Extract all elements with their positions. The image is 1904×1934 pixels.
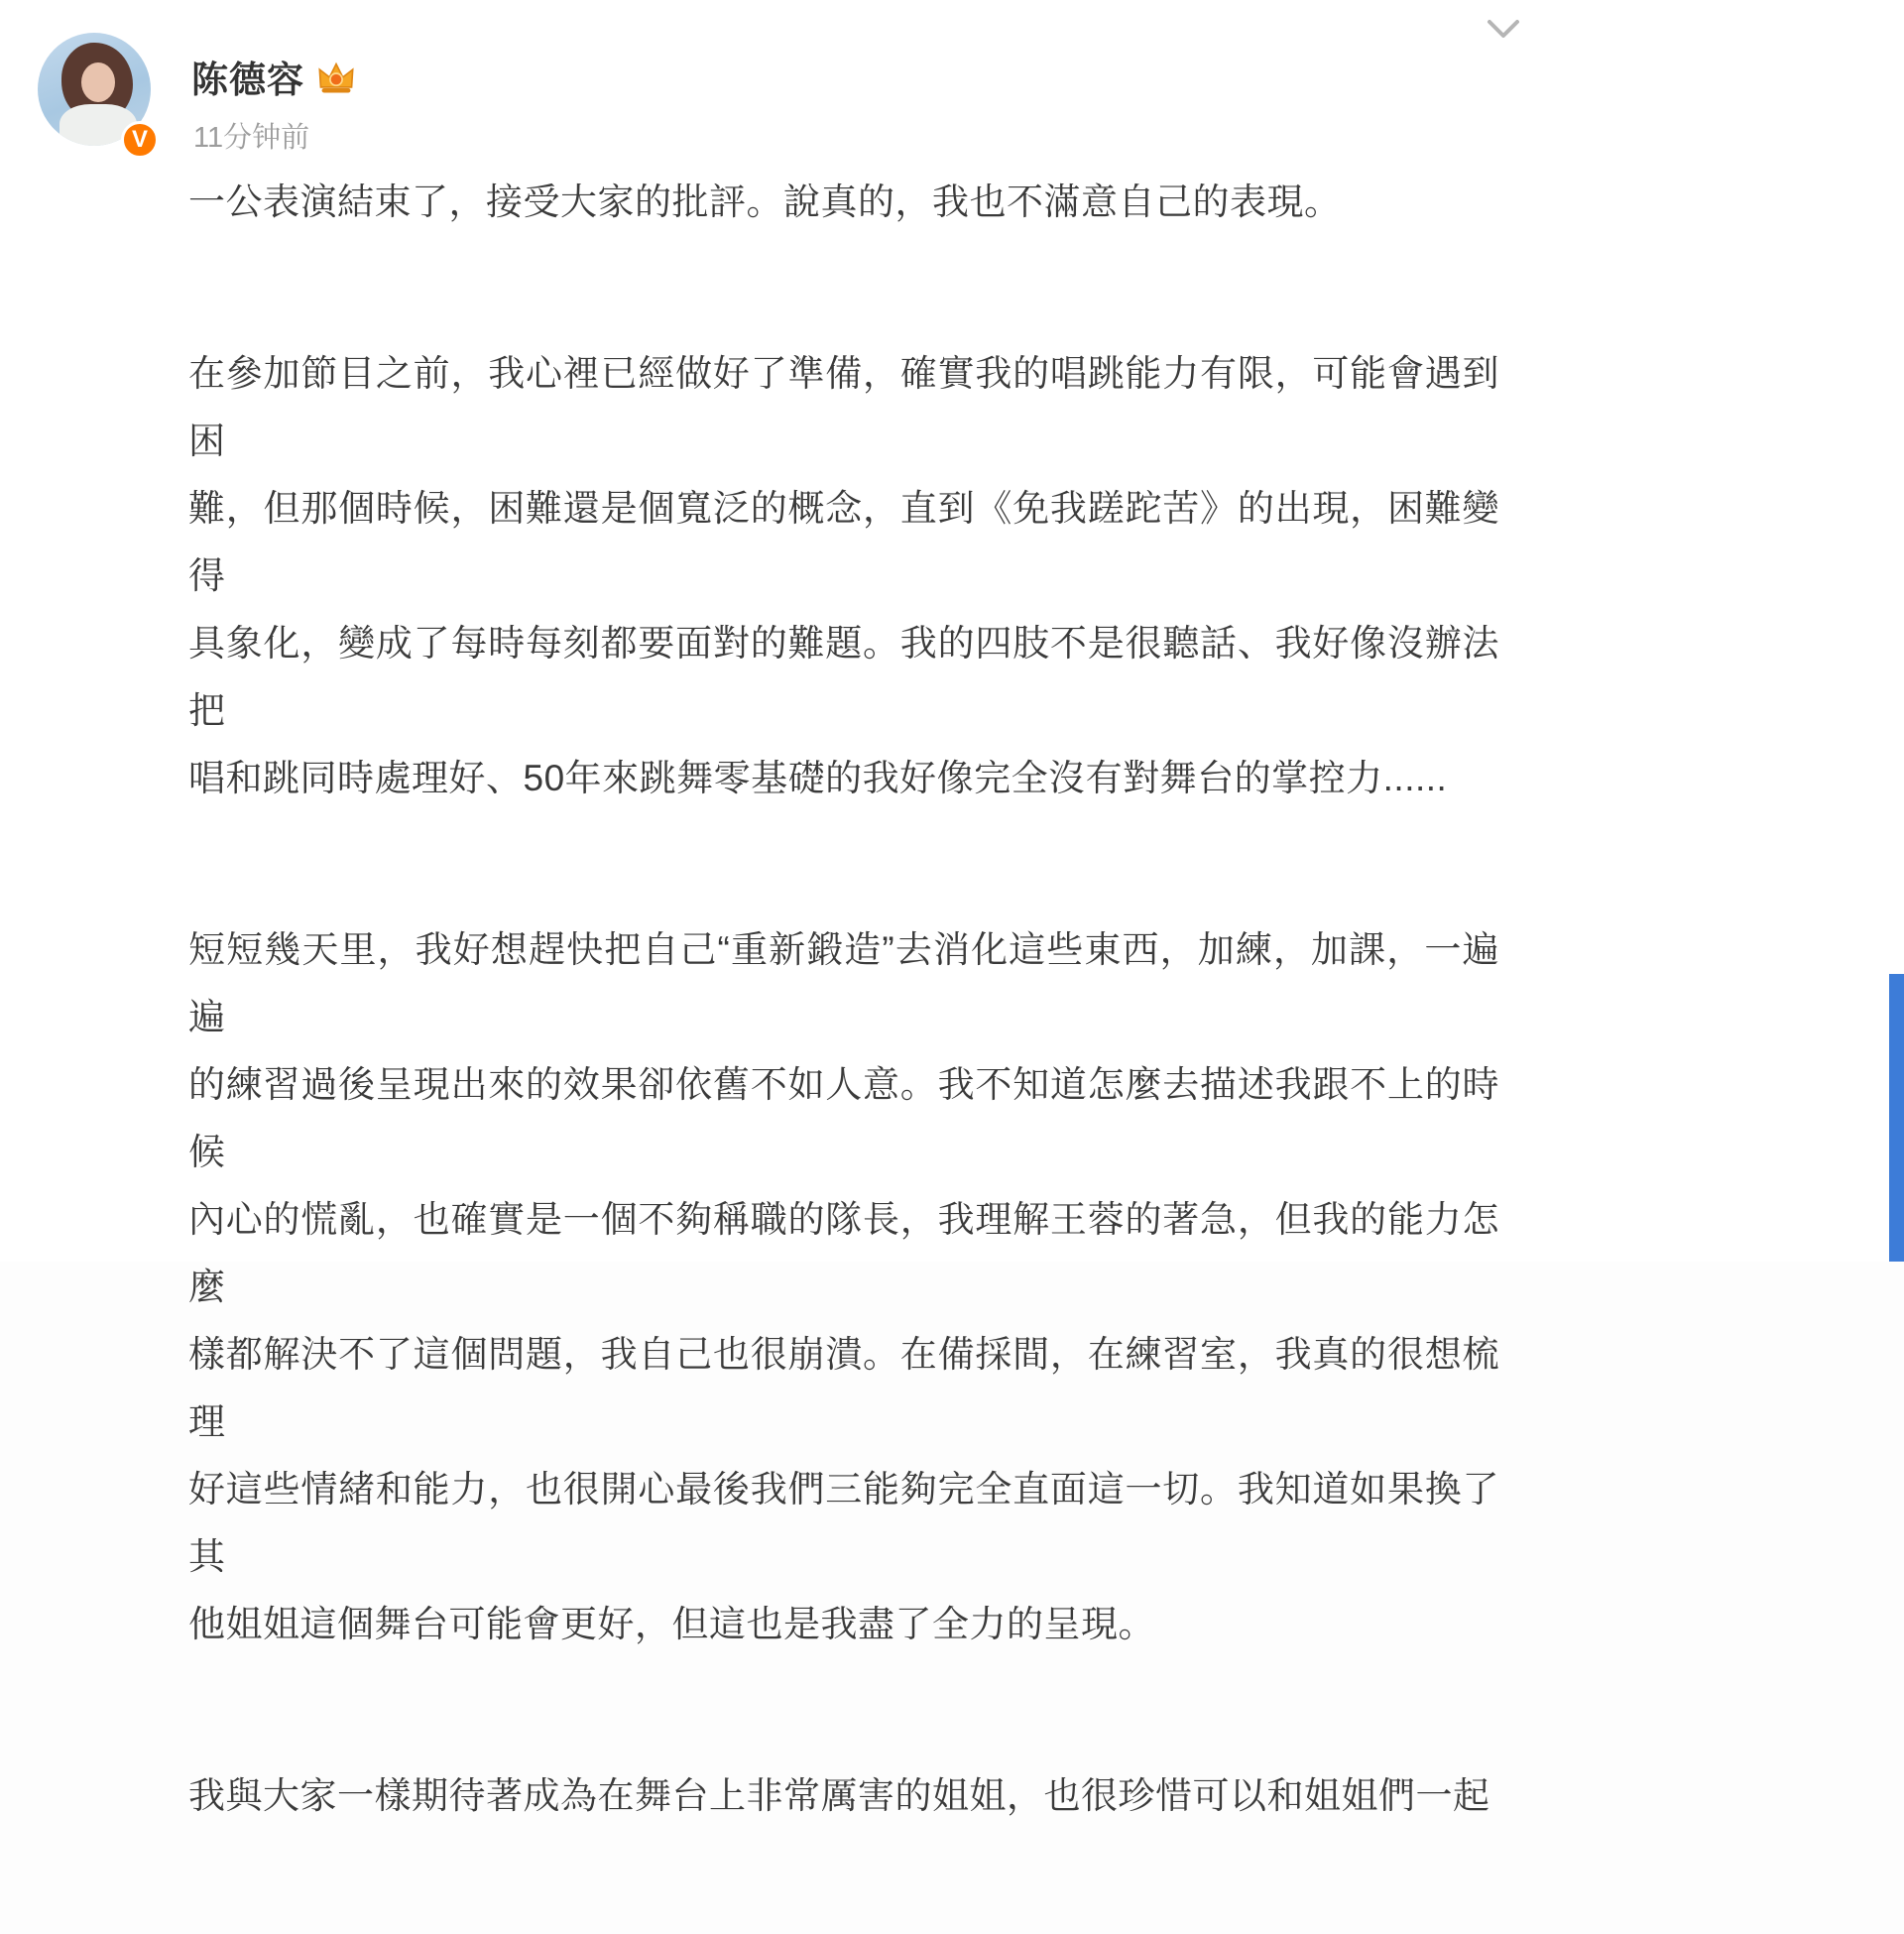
post-paragraph	[188, 916, 1499, 1658]
post-body	[188, 169, 1499, 1934]
post-text-line: 唱和跳同時處理好、50年來跳舞零基礎的我好像完全沒有對舞台的掌控力......	[188, 758, 1448, 798]
post-text-line: 的練習過後呈現出來的效果卻依舊不如人意。我不知道怎麼去描述我跟不上的時候	[188, 1064, 1499, 1172]
post-text-line: 在參加節目之前，我心裡已經做好了準備，確實我的唱跳能力有限，可能會遇到困	[188, 353, 1499, 461]
post-text-line: 我與大家一樣期待著成為在舞台上非常厲害的姐姐，也很珍惜可以和姐姐們一起	[188, 1775, 1490, 1816]
post-text-line: 一公表演結束了，接受大家的批評。說真的，我也不滿意自己的表現。	[188, 181, 1342, 222]
blue-edge-strip	[1889, 974, 1904, 1262]
avatar-face-shape	[81, 62, 115, 102]
chevron-down-icon[interactable]	[1484, 16, 1523, 44]
author-row	[191, 50, 356, 103]
post-paragraph	[188, 1762, 1499, 1830]
timestamp: 11分钟前	[193, 122, 310, 154]
post-paragraph	[188, 340, 1499, 812]
author-name[interactable]: 陈德容	[191, 60, 304, 100]
post-text-line: 他姐姐這個舞台可能會更好，但這也是我盡了全力的呈現。	[188, 1604, 1155, 1644]
post-text-line: 樣都解決不了這個問題，我自己也很崩潰。在備採間，在練習室，我真的很想梳理	[188, 1334, 1499, 1442]
verified-v-icon: V	[121, 121, 159, 159]
post-text-line: 內心的慌亂，也確實是一個不夠稱職的隊長，我理解王蓉的著急，但我的能力怎麼	[188, 1199, 1499, 1307]
post-text-line: 短短幾天里，我好想趕快把自己“重新鍛造”去消化這些東西，加練，加課，一遍遍	[188, 929, 1499, 1037]
post-text-line: 難，但那個時候，困難還是個寬泛的概念，直到《免我蹉跎苦》的出現，困難變得	[188, 488, 1499, 596]
vip-crown-icon	[316, 59, 356, 98]
post-text-line: 好這些情緒和能力，也很開心最後我們三能夠完全直面這一切。我知道如果換了其	[188, 1469, 1499, 1577]
post-text-line: 具象化，變成了每時每刻都要面對的難題。我的四肢不是很聽話、我好像沒辦法把	[188, 623, 1499, 731]
post-paragraph	[188, 169, 1499, 236]
